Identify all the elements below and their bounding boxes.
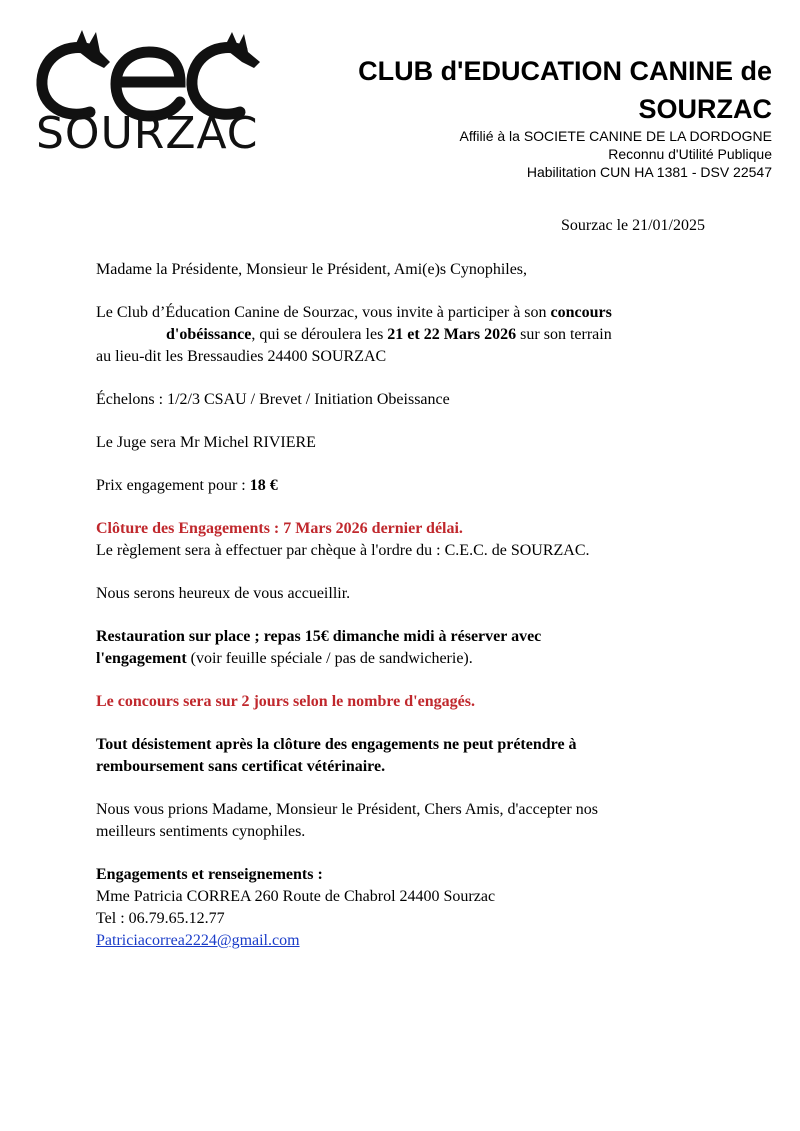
- entry-price-label: Prix engagement pour :: [96, 477, 250, 494]
- affiliation-text: Affilié à la SOCIETE CANINE DE LA DORDOGNE: [459, 128, 772, 144]
- invitation-obeissance: d'obéissance: [166, 326, 252, 343]
- closing-regards: [96, 799, 716, 843]
- entry-price-value: 18 €: [249, 477, 278, 494]
- club-title: [312, 52, 772, 128]
- catering-engagement: l'engagement: [96, 650, 187, 667]
- catering-line-c: (voir feuille spéciale / pas de sandwicherie).: [186, 650, 473, 667]
- entry-price: [96, 475, 716, 497]
- contact-name-address: Mme Patricia CORREA 260 Route de Chabrol 24400 Sourzac: [96, 888, 496, 905]
- event-location: au lieu-dit les Bressaudies 24400 SOURZAC: [96, 348, 387, 365]
- withdrawal-notice: [96, 734, 716, 778]
- invitation-paragraph: [96, 302, 716, 368]
- letter-body: [96, 259, 716, 952]
- contact-title: Engagements et renseignements :: [96, 866, 323, 883]
- two-days-notice: Le concours sera sur 2 jours selon le nombre d'engagés.: [96, 693, 475, 710]
- payment-instructions: Le règlement sera à effectuer par chèque à l'ordre du : C.E.C. de SOURZAC.: [96, 542, 590, 559]
- event-dates: 21 et 22 Mars 2026: [387, 326, 517, 343]
- contact-phone: Tel : 06.79.65.12.77: [96, 910, 225, 927]
- welcome-text: Nous serons heureux de vous accueillir.: [96, 585, 351, 602]
- closing-date-notice: Clôture des Engagements : 7 Mars 2026 dernier délai.: [96, 520, 463, 537]
- withdrawal-line-b: remboursement sans certificat vétérinaire.: [96, 758, 386, 775]
- invitation-concours: concours: [550, 304, 612, 321]
- recognition-text: Reconnu d'Utilité Publique: [608, 146, 772, 162]
- club-logo: [30, 28, 270, 158]
- club-affiliation-block: [312, 127, 772, 181]
- withdrawal-line-a: Tout désistement après la clôture des engagements ne peut prétendre à: [96, 736, 577, 753]
- regards-line-a: Nous vous prions Madame, Monsieur le Président, Chers Amis, d'accepter nos: [96, 801, 598, 818]
- judge: Le Juge sera Mr Michel RIVIERE: [96, 434, 316, 451]
- catering-line-a: Restauration sur place ; repas 15€ dimanche midi à réserver avec: [96, 628, 542, 645]
- echelons: Échelons : 1/2/3 CSAU / Brevet / Initiation Obeissance: [96, 391, 450, 408]
- club-title-line2: SOURZAC: [638, 94, 772, 124]
- invitation-text-f: sur son terrain: [516, 326, 612, 343]
- logo-town-name: SOURZAC: [36, 108, 259, 159]
- invitation-text-a: Le Club d’Éducation Canine de Sourzac, vous invite à participer à son: [96, 304, 551, 321]
- letter-date: Sourzac le 21/01/2025: [561, 217, 705, 234]
- catering-paragraph: [96, 626, 716, 670]
- invitation-text-d: , qui se déroulera les: [251, 326, 388, 343]
- contact-block: [96, 864, 716, 952]
- contact-email-link[interactable]: Patriciacorrea2224@gmail.com: [96, 932, 300, 949]
- regards-line-b: meilleurs sentiments cynophiles.: [96, 823, 306, 840]
- habilitation-text: Habilitation CUN HA 1381 - DSV 22547: [526, 164, 772, 180]
- club-title-line1: CLUB d'EDUCATION CANINE de: [358, 56, 772, 86]
- salutation: Madame la Présidente, Monsieur le Président, Ami(e)s Cynophiles,: [96, 261, 528, 278]
